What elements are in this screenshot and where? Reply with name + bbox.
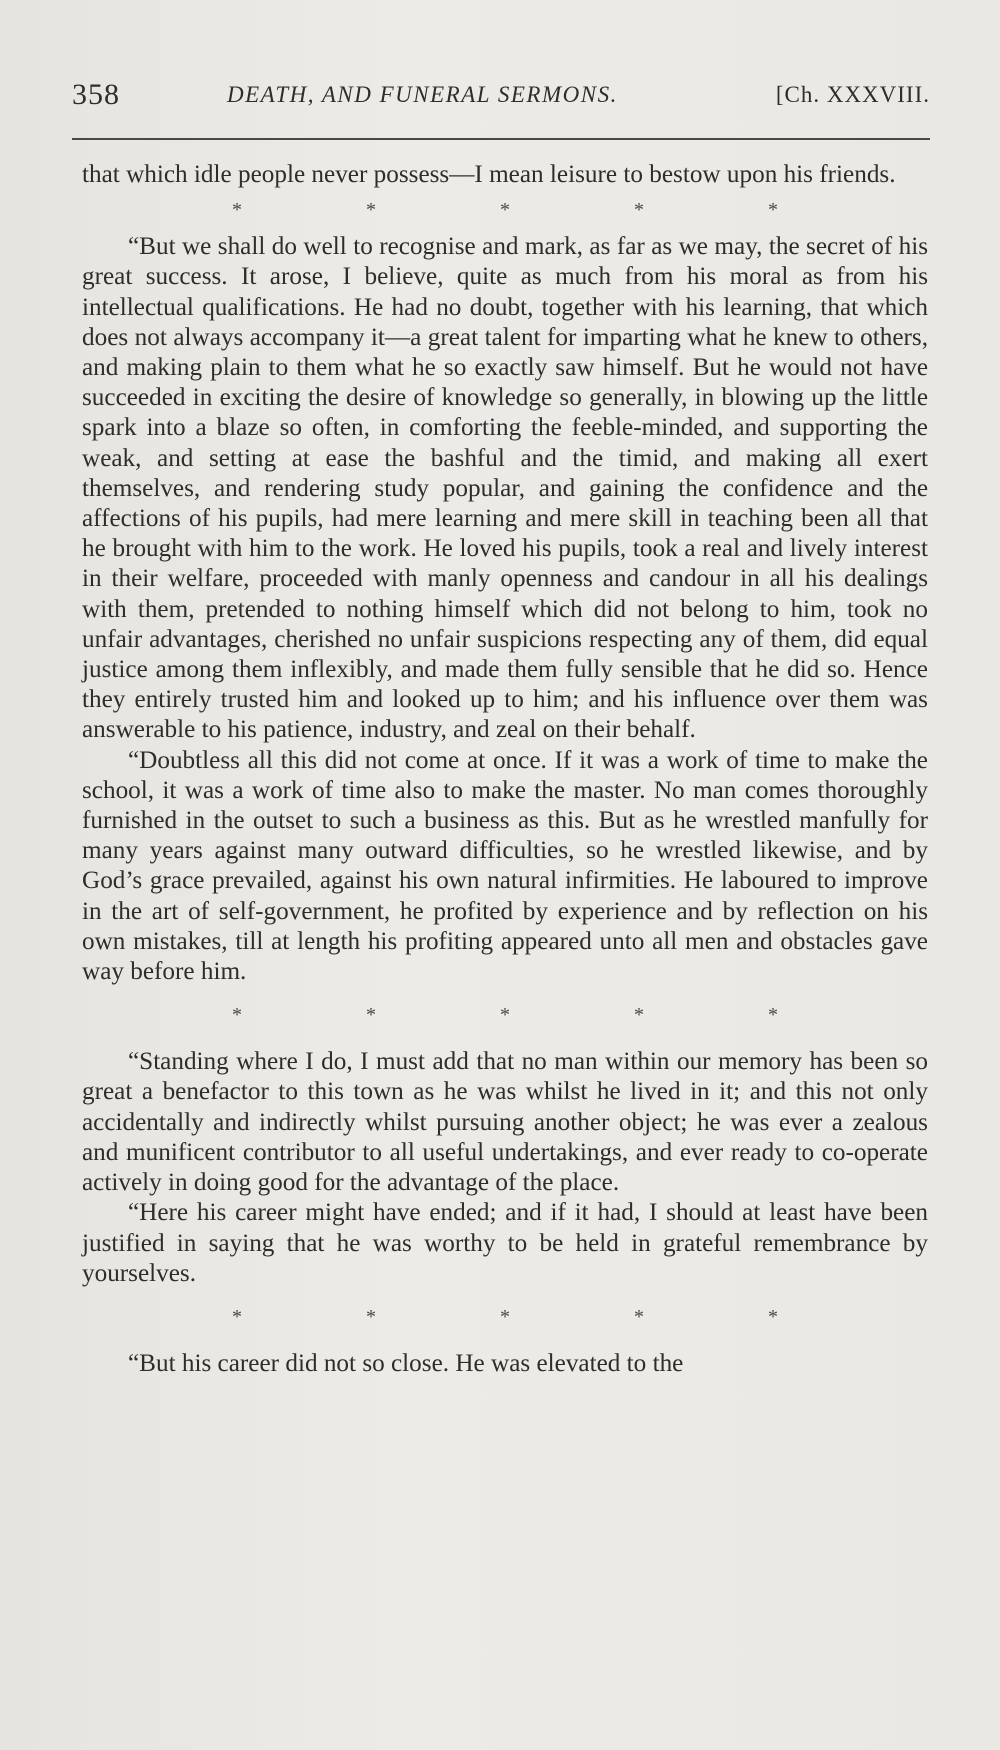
section-separator	[82, 192, 928, 228]
running-title: DEATH, AND FUNERAL SERMONS.	[227, 82, 618, 107]
asterisk: *	[500, 1305, 510, 1328]
asterisk: *	[500, 199, 510, 222]
section-separator	[82, 997, 928, 1033]
asterisk: *	[366, 1305, 376, 1328]
asterisk: *	[768, 1004, 778, 1027]
header-rule	[72, 138, 930, 140]
asterisk: *	[232, 199, 242, 222]
asterisk: *	[232, 1305, 242, 1328]
asterisk: *	[500, 1004, 510, 1027]
page-header	[72, 78, 930, 118]
asterisk: *	[768, 199, 778, 222]
paragraph: “Standing where I do, I must add that no man within our memory has been so great a benefactor to this town as he was whilst he lived in it; and this not only accidentally and indirectly whilst pursuing another object; he was ever a zealous and munificent contributor to all useful undertakings, and ever ready to co-operate actively in doing good for the advantage of the place.	[82, 1048, 928, 1197]
page-number: 358	[72, 78, 120, 111]
chapter-reference: [Ch. XXXVIII.	[775, 82, 930, 107]
asterisk: *	[366, 1004, 376, 1027]
asterisk: *	[634, 1305, 644, 1328]
paragraph: “Doubtless all this did not come at once. If it was a work of time to make the school, it was a work of time also to make the master. No man comes thoroughly furnished in the outset to such a business as this. But as he wrestled manfully for many years against many outward difficulties, so he wrestled likewise, and by God’s grace prevailed, against his own natural infirmities. He laboured to improve in the art of self-government, he profited by experience and by reflection on his own mistakes, till at length his profiting appeared unto all men and obstacles gave way before him.	[82, 746, 928, 986]
asterisk: *	[634, 1004, 644, 1027]
asterisk: *	[768, 1305, 778, 1328]
section-separator	[82, 1299, 928, 1335]
asterisk: *	[634, 199, 644, 222]
paragraph: “But we shall do well to recognise and mark, as far as we may, the secret of his great success. It arose, I believe, quite as much from his moral as from his intellectual qualifications. He had no doubt, together with his learning, that which does not always accompany it—a great talent for imparting what he knew to others, and making plain to them what he so exactly saw himself. But he would not have succeeded in exciting the desire of knowledge so generally, in blowing up the little spark into a blaze so often, in comforting the feeble-minded, and supporting the weak, and setting at ease the bashful and the timid, and making all exert themselves, and rendering study popular, and gaining the confidence and the affections of his pupils, had mere learning and mere skill in teaching been all that he brought with him to the work. He loved his pupils, took a real and lively interest in their welfare, proceeded with manly openness and candour in all his dealings with them, pretended to nothing himself which did not belong to him, took no unfair advantages, cherished no unfair suspicions respecting any of them, did equal justice among them inflexibly, and made them fully sensible that he did so. Hence they entirely trusted him and looked up to him; and his influence over them was answerable to his patience, industry, and zeal on their behalf.	[82, 233, 928, 744]
paragraph: that which idle people never possess—I mean leisure to bestow upon his friends.	[82, 161, 896, 188]
asterisk: *	[366, 199, 376, 222]
body-text	[82, 160, 928, 1379]
paragraph: “But his career did not so close. He was elevated to the	[128, 1349, 684, 1377]
paragraph: “Here his career might have ended; and if it had, I should at least have been justified in saying that he was worthy to be held in grateful remembrance by yourselves.	[82, 1199, 928, 1287]
asterisk: *	[232, 1004, 242, 1027]
